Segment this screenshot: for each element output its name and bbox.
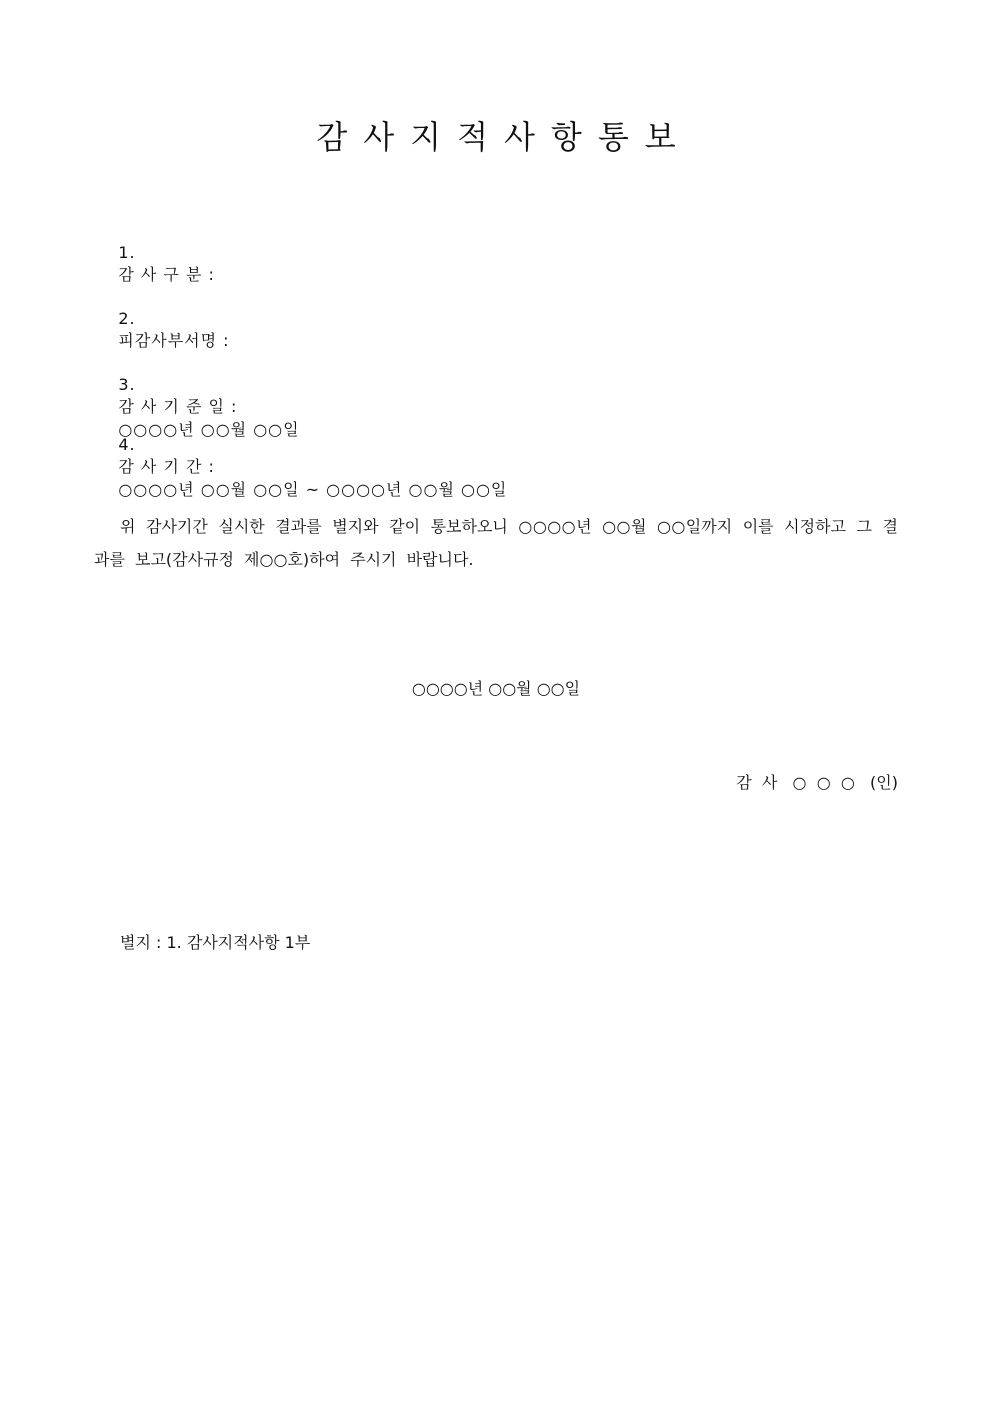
- item-value: ○○○○년 ○○월 ○○일: [118, 420, 300, 439]
- item-label: 감 사 기 간 :: [118, 457, 215, 476]
- item-number: 4.: [118, 435, 136, 454]
- auditor-signature: 감 사 ○ ○ ○ (인): [736, 773, 898, 792]
- document-title: 감사지적사항통보: [316, 118, 692, 156]
- item-audit-period: [94, 416, 507, 519]
- attachment-note: 별지 : 1. 감사지적사항 1부: [120, 933, 311, 952]
- item-label: 감 사 구 분 :: [118, 265, 215, 284]
- body-paragraph: 위 감사기간 실시한 결과를 별지와 같이 통보하오니 ○○○○년 ○○월 ○○일까지 이를 시정하고 그 결과를 보고(감사규정 제○○호)하여 주시기 바랍니다.: [94, 517, 898, 569]
- issue-date: ○○○○년 ○○월 ○○일: [411, 679, 581, 698]
- item-number: 2.: [118, 309, 136, 328]
- item-label: 감 사 기 준 일 :: [118, 397, 238, 416]
- item-number: 1.: [118, 243, 136, 262]
- item-number: 3.: [118, 375, 136, 394]
- item-label: 피감사부서명 :: [118, 331, 230, 350]
- item-value: ○○○○년 ○○월 ○○일 ~ ○○○○년 ○○월 ○○일: [118, 480, 508, 499]
